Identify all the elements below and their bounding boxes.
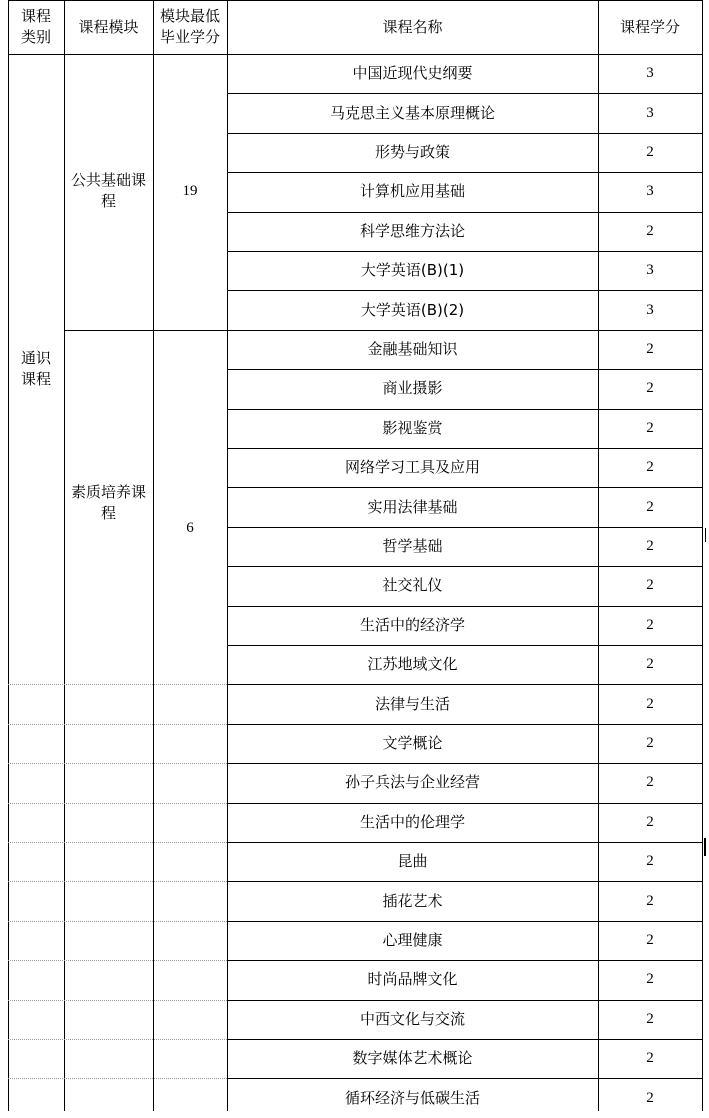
dotted-row-border xyxy=(8,803,227,804)
course-name-cell-text: 法律与生活 xyxy=(374,694,450,713)
course-name-cell-text: 心理健康 xyxy=(382,930,443,949)
course-name-cell-text: 中国近现代史纲要 xyxy=(352,64,473,83)
course-credit-cell-text: 2 xyxy=(646,537,654,554)
header-course-name-text: 课程名称 xyxy=(382,17,443,36)
course-credit-cell xyxy=(598,684,702,723)
course-credit-cell-text: 2 xyxy=(646,931,654,948)
header-min-credits xyxy=(153,0,227,54)
course-credit-cell-text: 2 xyxy=(646,577,654,594)
category-cell-text: 通识课程 xyxy=(20,349,51,389)
module-cell xyxy=(64,54,153,330)
course-name-cell xyxy=(227,960,598,999)
header-course-credits-text: 课程学分 xyxy=(619,17,680,36)
course-credit-cell xyxy=(598,409,702,448)
dotted-row-border xyxy=(8,960,227,961)
course-credit-cell xyxy=(598,290,702,329)
course-name-cell-text: 生活中的伦理学 xyxy=(359,812,465,831)
course-name-cell-text: 循环经济与低碳生活 xyxy=(344,1088,480,1107)
course-credit-cell xyxy=(598,448,702,487)
course-name-cell-text: 实用法律基础 xyxy=(367,497,458,516)
course-name-cell xyxy=(227,487,598,526)
course-name-cell xyxy=(227,93,598,132)
header-category-text: 课程类别 xyxy=(20,7,51,46)
course-name-cell-text: 大学英语(B)(2) xyxy=(360,300,465,319)
course-credit-cell-text: 2 xyxy=(646,695,654,712)
course-credit-cell xyxy=(598,645,702,684)
course-name-cell-text: 数字媒体艺术概论 xyxy=(352,1049,473,1068)
dotted-row-border xyxy=(8,1078,227,1079)
min-credit-cell-text: 19 xyxy=(182,183,198,200)
dotted-row-border xyxy=(8,881,227,882)
course-credit-cell-text: 3 xyxy=(646,301,654,318)
course-credit-cell xyxy=(598,172,702,211)
course-credit-cell xyxy=(598,369,702,408)
course-credit-cell xyxy=(598,842,702,881)
course-credit-cell xyxy=(598,803,702,842)
course-name-cell xyxy=(227,566,598,605)
column-border xyxy=(702,0,703,1111)
course-credit-cell xyxy=(598,212,702,251)
course-name-cell xyxy=(227,724,598,763)
course-credit-cell-text: 2 xyxy=(646,222,654,239)
course-credit-cell xyxy=(598,93,702,132)
course-credit-cell xyxy=(598,330,702,369)
min-credit-cell-text: 6 xyxy=(186,519,194,536)
course-name-cell xyxy=(227,54,598,93)
course-credit-cell-text: 3 xyxy=(646,104,654,121)
course-credit-cell xyxy=(598,724,702,763)
header-min-credits-text: 模块最低毕业学分 xyxy=(159,7,220,46)
module-cell-text: 素质培养课程 xyxy=(70,482,146,522)
course-credit-cell xyxy=(598,1078,702,1117)
course-name-cell xyxy=(227,1000,598,1039)
course-name-cell-text: 计算机应用基础 xyxy=(359,182,465,201)
course-name-cell-text: 形势与政策 xyxy=(374,142,450,161)
course-credit-cell xyxy=(598,921,702,960)
course-credit-cell-text: 2 xyxy=(646,498,654,515)
course-credit-cell-text: 2 xyxy=(646,656,654,673)
course-name-cell xyxy=(227,921,598,960)
dotted-row-border xyxy=(8,1000,227,1001)
header-course-credits xyxy=(598,0,702,54)
module-cell xyxy=(64,330,153,685)
course-name-cell-text: 金融基础知识 xyxy=(367,339,458,358)
course-name-cell-text: 生活中的经济学 xyxy=(359,615,465,634)
category-cell xyxy=(8,54,64,684)
course-name-cell xyxy=(227,606,598,645)
course-credit-cell-text: 2 xyxy=(646,1050,654,1067)
course-name-cell xyxy=(227,330,598,369)
dotted-row-border xyxy=(8,724,227,725)
course-credit-cell-text: 3 xyxy=(646,65,654,82)
min-credit-cell xyxy=(153,330,227,685)
header-course-name xyxy=(227,0,598,54)
course-name-cell-text: 昆曲 xyxy=(397,852,428,871)
course-name-cell xyxy=(227,448,598,487)
course-credit-cell xyxy=(598,960,702,999)
course-name-cell xyxy=(227,251,598,290)
course-credit-cell-text: 2 xyxy=(646,813,654,830)
course-name-cell-text: 商业摄影 xyxy=(382,379,443,398)
course-name-cell-text: 社交礼仪 xyxy=(382,576,443,595)
course-name-cell-text: 孙子兵法与企业经营 xyxy=(344,773,480,792)
course-credit-cell xyxy=(598,881,702,920)
edge-mark xyxy=(704,838,706,856)
course-credit-cell-text: 2 xyxy=(646,616,654,633)
course-credit-cell xyxy=(598,606,702,645)
course-credit-cell xyxy=(598,54,702,93)
course-credit-cell-text: 3 xyxy=(646,262,654,279)
course-name-cell xyxy=(227,527,598,566)
course-name-cell xyxy=(227,409,598,448)
header-category xyxy=(8,0,64,54)
course-credit-cell-text: 2 xyxy=(646,459,654,476)
course-name-cell-text: 科学思维方法论 xyxy=(359,221,465,240)
course-name-cell xyxy=(227,1039,598,1078)
course-name-cell-text: 中西文化与交流 xyxy=(359,1009,465,1028)
course-name-cell xyxy=(227,881,598,920)
dotted-row-border xyxy=(8,921,227,922)
course-credit-cell-text: 2 xyxy=(646,1089,654,1106)
course-credit-cell-text: 3 xyxy=(646,183,654,200)
course-name-cell-text: 插花艺术 xyxy=(382,891,443,910)
course-name-cell xyxy=(227,645,598,684)
dotted-row-border xyxy=(8,763,227,764)
course-credit-cell-text: 2 xyxy=(646,1010,654,1027)
course-name-cell xyxy=(227,133,598,172)
course-name-cell-text: 网络学习工具及应用 xyxy=(344,458,480,477)
course-name-cell xyxy=(227,684,598,723)
course-name-cell xyxy=(227,1078,598,1117)
course-credit-cell-text: 2 xyxy=(646,143,654,160)
course-name-cell xyxy=(227,290,598,329)
module-cell-text: 公共基础课程 xyxy=(70,171,146,210)
header-module-text: 课程模块 xyxy=(78,17,139,36)
course-name-cell xyxy=(227,369,598,408)
course-name-cell-text: 马克思主义基本原理概论 xyxy=(329,103,495,122)
course-credit-cell xyxy=(598,527,702,566)
course-name-cell xyxy=(227,842,598,881)
course-credit-cell xyxy=(598,1000,702,1039)
course-name-cell-text: 大学英语(B)(1) xyxy=(360,261,465,280)
course-credit-cell xyxy=(598,487,702,526)
dotted-row-border xyxy=(8,1039,227,1040)
course-name-cell-text: 哲学基础 xyxy=(382,536,443,555)
course-credit-cell-text: 2 xyxy=(646,380,654,397)
course-name-cell xyxy=(227,172,598,211)
course-credit-cell-text: 2 xyxy=(646,734,654,751)
course-name-cell-text: 时尚品牌文化 xyxy=(367,970,458,989)
course-name-cell-text: 文学概论 xyxy=(382,733,443,752)
course-credit-cell xyxy=(598,251,702,290)
course-credit-cell-text: 2 xyxy=(646,419,654,436)
course-credit-cell-text: 2 xyxy=(646,892,654,909)
course-credit-cell xyxy=(598,763,702,802)
course-name-cell-text: 江苏地域文化 xyxy=(367,655,458,674)
course-credit-cell-text: 2 xyxy=(646,971,654,988)
course-credit-cell-text: 2 xyxy=(646,340,654,357)
min-credit-cell xyxy=(153,54,227,330)
course-credit-cell xyxy=(598,566,702,605)
course-credit-cell xyxy=(598,133,702,172)
edge-mark xyxy=(705,528,706,542)
header-module xyxy=(64,0,153,54)
course-credit-cell xyxy=(598,1039,702,1078)
course-name-cell xyxy=(227,763,598,802)
dotted-row-border xyxy=(8,684,227,685)
course-credit-cell-text: 2 xyxy=(646,853,654,870)
course-name-cell xyxy=(227,212,598,251)
course-credit-cell-text: 2 xyxy=(646,774,654,791)
course-name-cell-text: 影视鉴赏 xyxy=(382,418,443,437)
dotted-row-border xyxy=(8,842,227,843)
course-name-cell xyxy=(227,803,598,842)
